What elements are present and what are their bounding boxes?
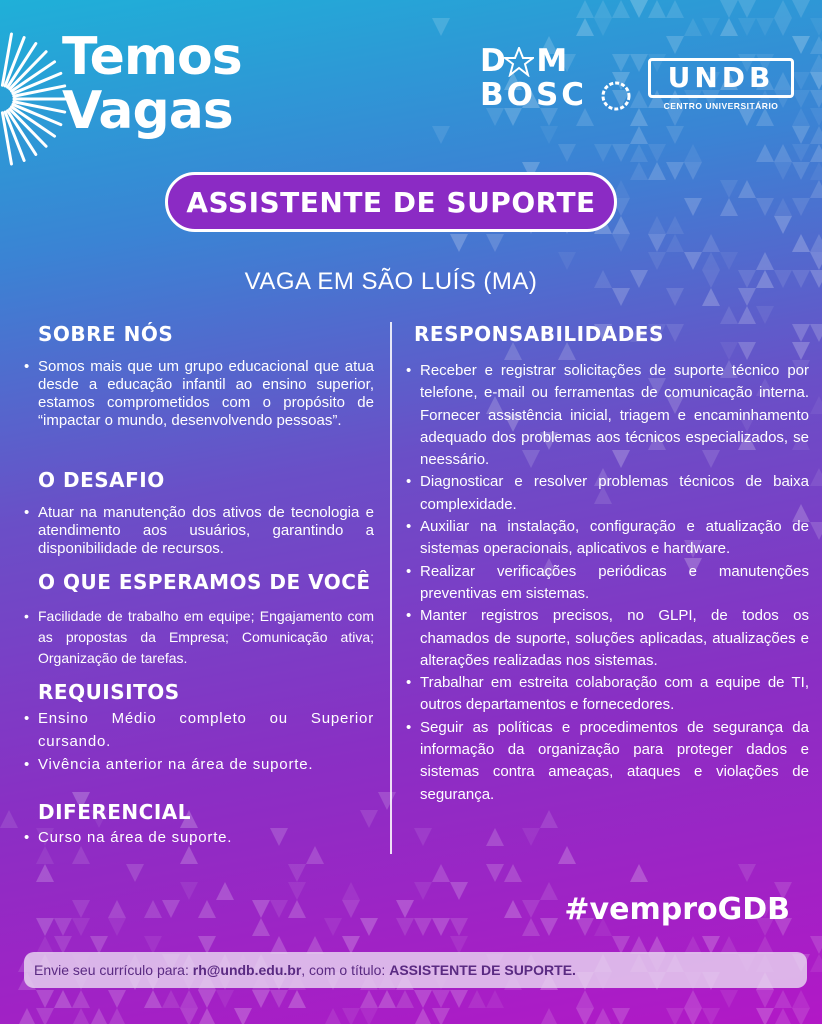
list-responsabilidades bbox=[404, 360, 809, 806]
job-location: VAGA EM SÃO LUÍS (MA) bbox=[244, 268, 538, 295]
list-item: • Realizar verificações periódicas e manutenções preventivas em sistemas. bbox=[404, 561, 809, 606]
star-mark-icon bbox=[504, 47, 534, 77]
list-item: • Atuar na manutenção dos ativos de tecnologia e atendimento aos usuários, garantindo a disponibilidade de recursos. bbox=[22, 504, 374, 558]
undb-logo-subtitle: CENTRO UNIVERSITÁRIO bbox=[663, 101, 779, 111]
list-diferencial bbox=[22, 829, 374, 847]
list-o-que-esperamos bbox=[22, 606, 374, 669]
column-divider bbox=[390, 322, 392, 854]
list-item: • Ensino Médio completo ou Superior cursando. bbox=[22, 707, 374, 753]
page-title bbox=[62, 27, 242, 141]
list-item: • Manter registros precisos, no GLPI, de todos os chamados de suporte, soluções aplicadas, atualizações e alterações realizadas nos sistemas. bbox=[404, 605, 809, 672]
heading-requisitos: REQUISITOS bbox=[38, 680, 180, 704]
undb-logo bbox=[648, 58, 794, 111]
list-sobre-nos bbox=[22, 358, 374, 430]
circle-mark-icon bbox=[600, 80, 632, 112]
list-item: • Vivência anterior na área de suporte. bbox=[22, 753, 374, 776]
dom-bosco-logo-line-2: BOSC bbox=[480, 77, 588, 113]
list-item: • Diagnosticar e resolver problemas técnicos de baixa complexidade. bbox=[404, 471, 809, 516]
list-o-desafio bbox=[22, 504, 374, 558]
list-item: • Somos mais que um grupo educacional que atua desde a educação infantil ao ensino superior, estamos comprometidos com o propósito de “impactar o mundo, desenvolvendo pessoas”. bbox=[22, 358, 374, 430]
footer-contact-bar bbox=[24, 952, 807, 988]
dom-bosco-logo-line-1: D M bbox=[480, 43, 571, 79]
title-line-1: Temos bbox=[62, 27, 242, 87]
heading-o-que-esperamos: O QUE ESPERAMOS DE VOCÊ bbox=[38, 570, 371, 594]
list-item: • Trabalhar em estreita colaboração com a equipe de TI, outros departamentos e fornecedores. bbox=[404, 672, 809, 717]
list-item: • Auxiliar na instalação, configuração e atualização de sistemas operacionais, aplicativos e hardware. bbox=[404, 516, 809, 561]
heading-o-desafio: O DESAFIO bbox=[38, 468, 165, 492]
list-item: • Receber e registrar solicitações de suporte técnico por telefone, e-mail ou ferramentas de comunicação interna. Fornecer assistência inicial, triagem e encaminhamento adequado dos problemas aos técnicos especializados, se neessário. bbox=[404, 360, 809, 471]
sunburst-icon bbox=[0, 24, 70, 174]
heading-responsabilidades: RESPONSABILIDADES bbox=[414, 322, 664, 346]
hashtag: #vemproGDB bbox=[564, 892, 790, 927]
list-requisitos bbox=[22, 707, 374, 776]
job-title-badge: ASSISTENTE DE SUPORTE bbox=[165, 172, 617, 232]
footer-middle: , com o título: bbox=[301, 962, 390, 978]
dom-bosco-logo bbox=[480, 44, 640, 112]
title-line-2: Vagas bbox=[62, 81, 233, 141]
footer-subject: ASSISTENTE DE SUPORTE. bbox=[389, 962, 576, 978]
heading-diferencial: DIFERENCIAL bbox=[38, 800, 192, 824]
undb-logo-wordmark: UNDB bbox=[648, 58, 794, 98]
list-item: • Seguir as políticas e procedimentos de segurança da informação da organização para proteger dados e sistemas contra ameaças, ataques e violações de segurança. bbox=[404, 717, 809, 806]
footer-prefix: Envie seu currículo para: bbox=[34, 962, 193, 978]
footer-email-link[interactable]: rh@undb.edu.br bbox=[192, 962, 302, 978]
heading-sobre-nos: SOBRE NÓS bbox=[38, 322, 174, 346]
list-item: • Curso na área de suporte. bbox=[22, 829, 374, 847]
list-item: • Facilidade de trabalho em equipe; Engajamento com as propostas da Empresa; Comunicação ativa; Organização de tarefas. bbox=[22, 606, 374, 669]
